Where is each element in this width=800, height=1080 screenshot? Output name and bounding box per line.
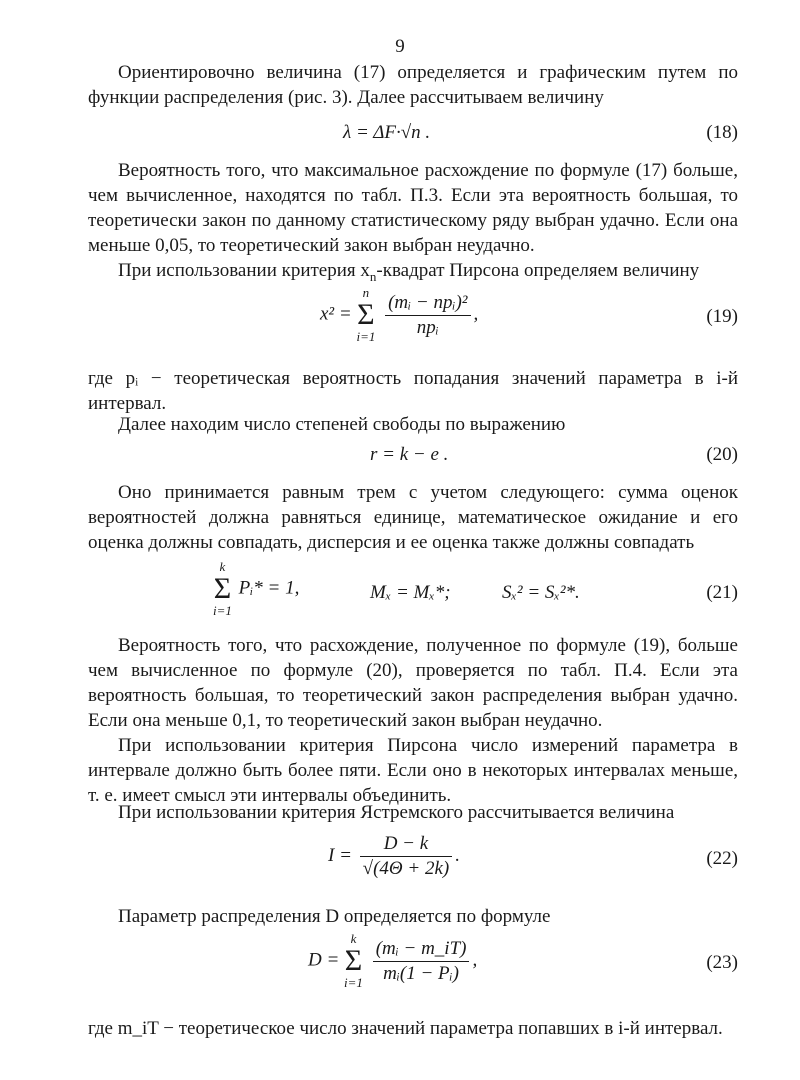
equation-21-part-2: Mₓ = Mₓ*;	[370, 582, 451, 603]
sum-symbol	[344, 932, 363, 990]
equation-22	[88, 832, 738, 892]
equation-21-part-3: Sₓ² = Sₓ²*.	[502, 582, 580, 603]
paragraph-6: Оно принимается равным трем с учетом следующего: сумма оценок вероятностей должна равняться единице, математическое ожидание и его оценка должны совпадать, дисперсия и ее оценка также должны совпадать	[88, 482, 738, 553]
equation-18-number: (18)	[706, 122, 738, 143]
equation-19	[88, 286, 738, 346]
paragraph-4: где pᵢ − теоретическая вероятность попадания значений параметра в i-й интервал.	[88, 368, 738, 414]
paragraph-11: где m_iT − теоретическое число значений параметра попавших в i-й интервал.	[88, 1018, 723, 1039]
sum-upper-limit: k	[350, 931, 357, 946]
sum-symbol	[356, 286, 375, 344]
equation-23-number: (23)	[706, 952, 738, 973]
sigma-icon: Σ	[213, 572, 232, 605]
equation-22-lhs: I =	[328, 844, 352, 866]
paragraph-3-text-a: При использовании критерия x	[118, 260, 370, 281]
fraction-denominator: mᵢ(1 − Pᵢ)	[383, 962, 459, 984]
paragraph-7: Вероятность того, что расхождение, полученное по формуле (19), больше чем вычисленное по формуле (20), проверяется по табл. П.4. Если эта вероятность большая, то теоретический закон распределения выбран удачно. Если она меньше 0,1, то теоретический закон выбран неудачно.	[88, 635, 738, 731]
paragraph-1: Ориентировочно величина (17) определяется и графическим путем по функции распределения (рис. 3). Далее рассчитываем величину	[88, 62, 738, 108]
paragraph-8: При использовании критерия Пирсона число измерений параметра в интервале должно быть более пяти. Если оно в некоторых интервалах меньше, т. е. имеет смысл эти интервалы объединить.	[88, 735, 738, 806]
equation-22-formula	[328, 832, 460, 881]
paragraph-5: Далее находим число степеней свободы по выражению	[118, 414, 566, 435]
equation-20-formula: r = k − e .	[370, 444, 449, 465]
equation-22-number: (22)	[706, 848, 738, 869]
equation-23-lhs: D =	[308, 949, 340, 971]
fraction-numerator: (mᵢ − m_iT)	[373, 937, 470, 962]
equation-23-formula	[308, 932, 477, 990]
equation-19-lhs: x² =	[320, 303, 352, 325]
equation-20-number: (20)	[706, 444, 738, 465]
equation-23	[88, 932, 738, 992]
equation-19-fraction	[385, 291, 470, 340]
equation-21-sum-term: Pᵢ* = 1,	[238, 577, 300, 599]
equation-19-formula	[320, 286, 478, 344]
sigma-icon: Σ	[344, 944, 363, 977]
equation-22-tail: .	[455, 844, 460, 866]
paragraph-9: При использовании критерия Ястремского рассчитывается величина	[118, 802, 675, 823]
equation-18-formula: λ = ΔF·√n .	[343, 122, 431, 143]
fraction-numerator: (mᵢ − npᵢ)²	[385, 291, 470, 316]
paragraph-3-text-b: -квадрат Пирсона определяем величину	[376, 260, 700, 281]
equation-23-tail: ,	[472, 949, 478, 971]
paragraph-3-subscript: n	[369, 268, 377, 284]
sum-upper-limit: k	[219, 559, 226, 574]
sum-lower-limit: i=1	[356, 329, 376, 344]
sum-lower-limit: i=1	[344, 975, 363, 990]
paragraph-3	[88, 258, 738, 289]
fraction-denominator: npᵢ	[416, 316, 439, 338]
sum-symbol	[213, 560, 232, 618]
fraction-denominator: √(4Θ + 2k)	[362, 858, 450, 879]
equation-19-number: (19)	[706, 306, 738, 327]
sum-lower-limit: i=1	[213, 603, 232, 618]
equation-21-part-1	[213, 560, 299, 618]
sum-upper-limit: n	[362, 285, 370, 300]
fraction-numerator: D − k	[360, 832, 453, 857]
page-number: 9	[395, 36, 405, 57]
equation-23-fraction	[373, 937, 470, 986]
equation-22-fraction	[360, 832, 453, 881]
equation-21	[88, 560, 738, 620]
equation-21-number: (21)	[706, 582, 738, 603]
paragraph-10: Параметр распределения D определяется по формуле	[118, 906, 551, 927]
paragraph-2: Вероятность того, что максимальное расхождение по формуле (17) больше, чем вычисленное, находятся по табл. П.3. Если эта вероятность большая, то теоретически закон по данному статистическому ряду выбран удачно. Если она меньше 0,05, то теоретический закон выбран неудачно.	[88, 160, 738, 256]
sigma-icon: Σ	[357, 298, 375, 331]
equation-19-tail: ,	[473, 303, 479, 325]
